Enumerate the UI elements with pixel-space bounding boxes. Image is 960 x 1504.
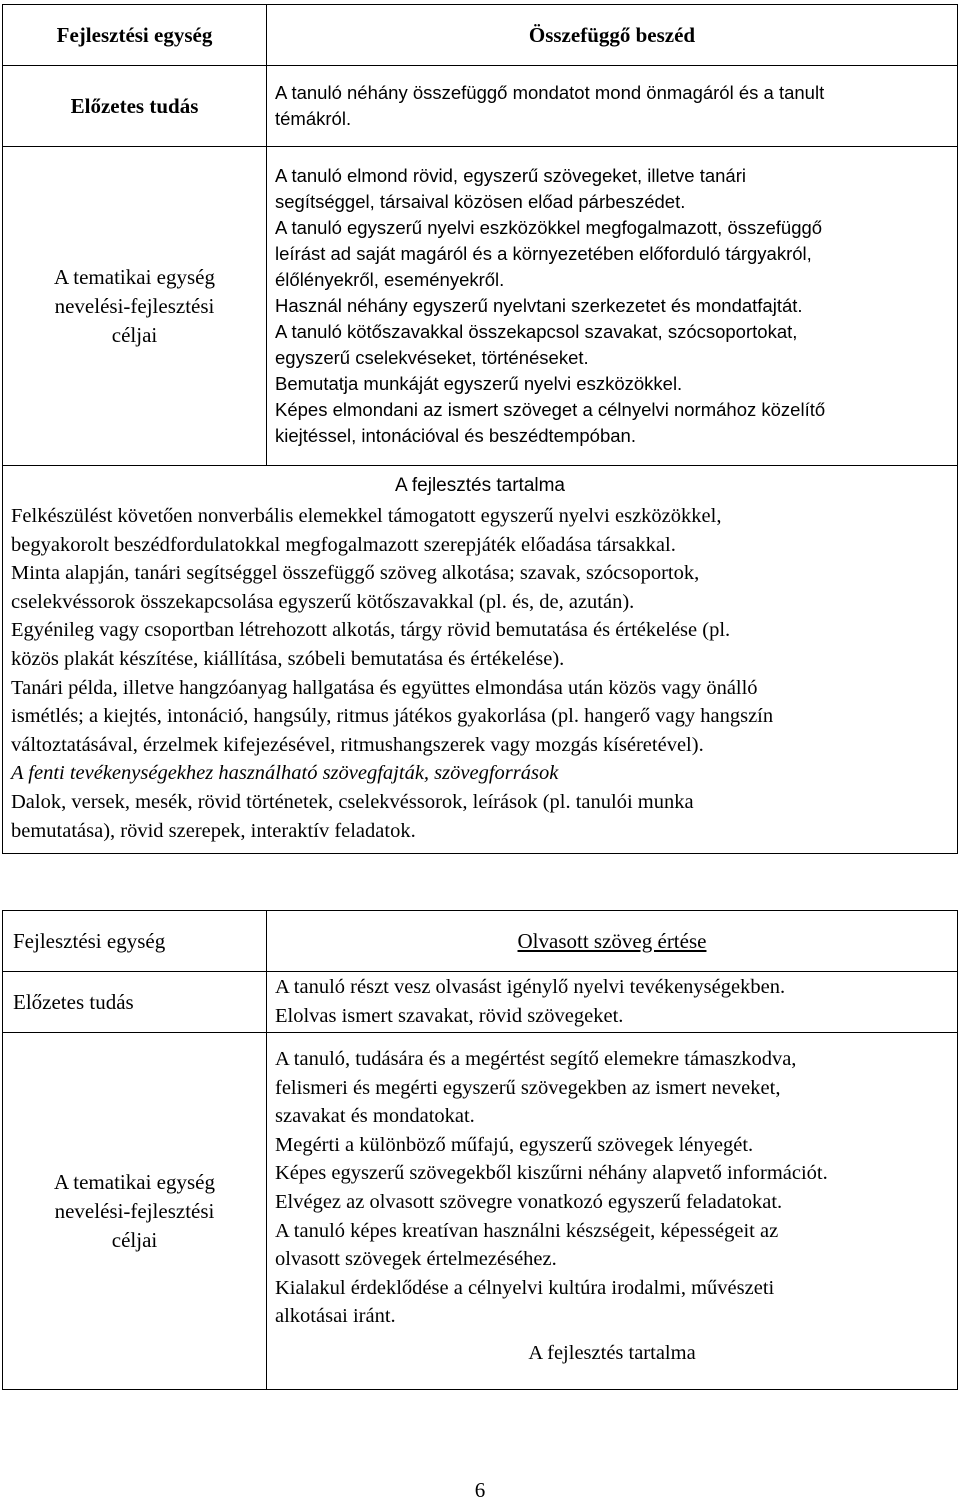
- goals-row: [3, 1033, 958, 1390]
- goals-line: Megérti a különböző műfajú, egyszerű szövegek lényegét.: [275, 1133, 754, 1156]
- goals-line: A tanuló képes kreatívan használni készségeit, képességeit az: [275, 1219, 779, 1242]
- content-line: ismétlés; a kiejtés, intonáció, hangsúly, ritmus játékos gyakorlása (pl. hangerő vagy hangszín: [11, 705, 774, 728]
- goals-label-cell: [3, 147, 267, 466]
- unit-title: Olvasott szöveg értése: [517, 928, 707, 953]
- goals-text-cell: [267, 147, 958, 466]
- curriculum-table-2: [2, 910, 958, 1390]
- text-sources-line: Dalok, versek, mesék, rövid történetek, cselekvéssorok, leírások (pl. tanulói munka: [11, 790, 694, 813]
- goals-label-line: céljai: [111, 1227, 158, 1252]
- content-line: begyakorolt beszédfordulatokkal megfogalmazott szerepjáték előadása társakkal.: [11, 533, 676, 556]
- goals-line: olvasott szövegek értelmezéséhez.: [275, 1248, 557, 1271]
- goals-line: egyszerű cselekvéseket, történéseket.: [275, 347, 589, 368]
- page-number: 6: [474, 1478, 486, 1502]
- goals-line: Kialakul érdeklődése a célnyelvi kultúra irodalmi, művészeti: [275, 1276, 775, 1299]
- goals-text-cell: [267, 1033, 958, 1390]
- prior-knowledge-row: [3, 66, 958, 147]
- prior-knowledge-label: Előzetes tudás: [70, 93, 199, 118]
- text-sources-line: bemutatása), rövid szerepek, interaktív feladatok.: [11, 819, 416, 842]
- prior-knowledge-label: Előzetes tudás: [13, 989, 134, 1014]
- content-line: Minta alapján, tanári segítséggel összefüggő szöveg alkotása; szavak, szócsoportok,: [11, 562, 700, 585]
- content-line: Egyénileg vagy csoportban létrehozott alkotás, tárgy rövid bemutatása és értékelése (pl.: [11, 619, 731, 642]
- goals-label-line: nevelési-fejlesztési: [54, 293, 215, 318]
- content-cell: [3, 466, 958, 854]
- goals-line: Képes egyszerű szövegekből kiszűrni néhány alapvető információt.: [275, 1162, 828, 1185]
- goals-line: felismeri és megérti egyszerű szövegekben az ismert neveket,: [275, 1076, 781, 1099]
- table-olvasott-szoveg-ertese: [2, 910, 958, 1390]
- goals-line: A tanuló egyszerű nyelvi eszközökkel megfogalmazott, összefüggő: [275, 217, 823, 238]
- goals-line: A tanuló elmond rövid, egyszerű szövegeket, illetve tanári: [275, 165, 746, 186]
- goals-label-line: nevelési-fejlesztési: [54, 1198, 215, 1223]
- header-left-cell: [3, 5, 267, 66]
- prior-knowledge-row: [3, 972, 958, 1033]
- goals-label-line: céljai: [111, 322, 158, 347]
- goals-label-cell: [3, 1033, 267, 1390]
- goals-line: A tanuló, tudására és a megértést segítő elemekre támaszkodva,: [275, 1048, 797, 1070]
- goals-line: szavakat és mondatokat.: [275, 1105, 475, 1128]
- prior-knowledge-line: A tanuló részt vesz olvasást igénylő nyelvi tevékenységekben.: [275, 976, 786, 999]
- prior-knowledge-line: A tanuló néhány összefüggő mondatot mond önmagáról és a tanult: [275, 82, 825, 103]
- prior-knowledge-text-cell: [267, 972, 958, 1033]
- header-left-label: Fejlesztési egység: [56, 22, 213, 47]
- goals-line: segítséggel, társaival közösen előad párbeszédet.: [275, 191, 686, 212]
- prior-knowledge-text-cell: [267, 66, 958, 147]
- goals-line: Használ néhány egyszerű nyelvtani szerkezetet és mondatfajtát.: [275, 295, 803, 316]
- content-row: [3, 466, 958, 854]
- text-sources-heading: A fenti tevékenységekhez használható szövegfajták, szövegforrások: [11, 762, 559, 785]
- content-line: közös plakát készítése, kiállítása, szóbeli bemutatása és értékelése).: [11, 647, 565, 670]
- goals-line: kiejtéssel, intonációval és beszédtempóban.: [275, 425, 636, 446]
- prior-knowledge-label-cell: [3, 66, 267, 147]
- table-osszefuggo-beszed: [2, 4, 958, 854]
- goals-line: Képes elmondani az ismert szöveget a célnyelvi normához közelítő: [275, 399, 826, 420]
- prior-knowledge-line: témákról.: [275, 108, 352, 129]
- prior-knowledge-line: Elolvas ismert szavakat, rövid szövegeket.: [275, 1005, 624, 1027]
- content-line: Felkészülést követően nonverbális elemekkel támogatott egyszerű nyelvi eszközökkel,: [11, 505, 722, 527]
- unit-title: Összefüggő beszéd: [528, 22, 696, 47]
- goals-line: élőlényekről, eseményekről.: [275, 269, 505, 290]
- curriculum-table-1: [2, 4, 958, 854]
- goals-label-line: A tematikai egység: [54, 1169, 215, 1194]
- header-right-cell: [267, 911, 958, 972]
- header-left-cell: [3, 911, 267, 972]
- goals-line: leírást ad saját magáról és a környezetében előforduló tárgyakról,: [275, 243, 812, 264]
- header-left-label: Fejlesztési egység: [13, 928, 166, 953]
- prior-knowledge-label-cell: [3, 972, 267, 1033]
- content-line: Tanári példa, illetve hangzóanyag hallgatása és együttes elmondása után közös vagy önálló: [11, 676, 758, 699]
- header-row: [3, 5, 958, 66]
- header-right-cell: [267, 5, 958, 66]
- goals-label-line: A tematikai egység: [54, 264, 215, 289]
- content-line: cselekvéssorok összekapcsolása egyszerű kötőszavakkal (pl. és, de, azután).: [11, 590, 635, 613]
- goals-line: Bemutatja munkáját egyszerű nyelvi eszközökkel.: [275, 373, 683, 394]
- goals-line: Elvégez az olvasott szövegre vonatkozó egyszerű feladatokat.: [275, 1190, 783, 1213]
- header-row: [3, 911, 958, 972]
- goals-line: alkotásai iránt.: [275, 1305, 396, 1328]
- content-line: változtatásával, érzelmek kifejezésével, ritmushangszerek vagy mozgás kíséretével).: [11, 733, 704, 756]
- content-title: A fejlesztés tartalma: [394, 475, 566, 496]
- goals-line: A tanuló kötőszavakkal összekapcsol szavakat, szócsoportokat,: [275, 321, 798, 342]
- goals-row: [3, 147, 958, 466]
- content-title: A fejlesztés tartalma: [528, 1341, 696, 1364]
